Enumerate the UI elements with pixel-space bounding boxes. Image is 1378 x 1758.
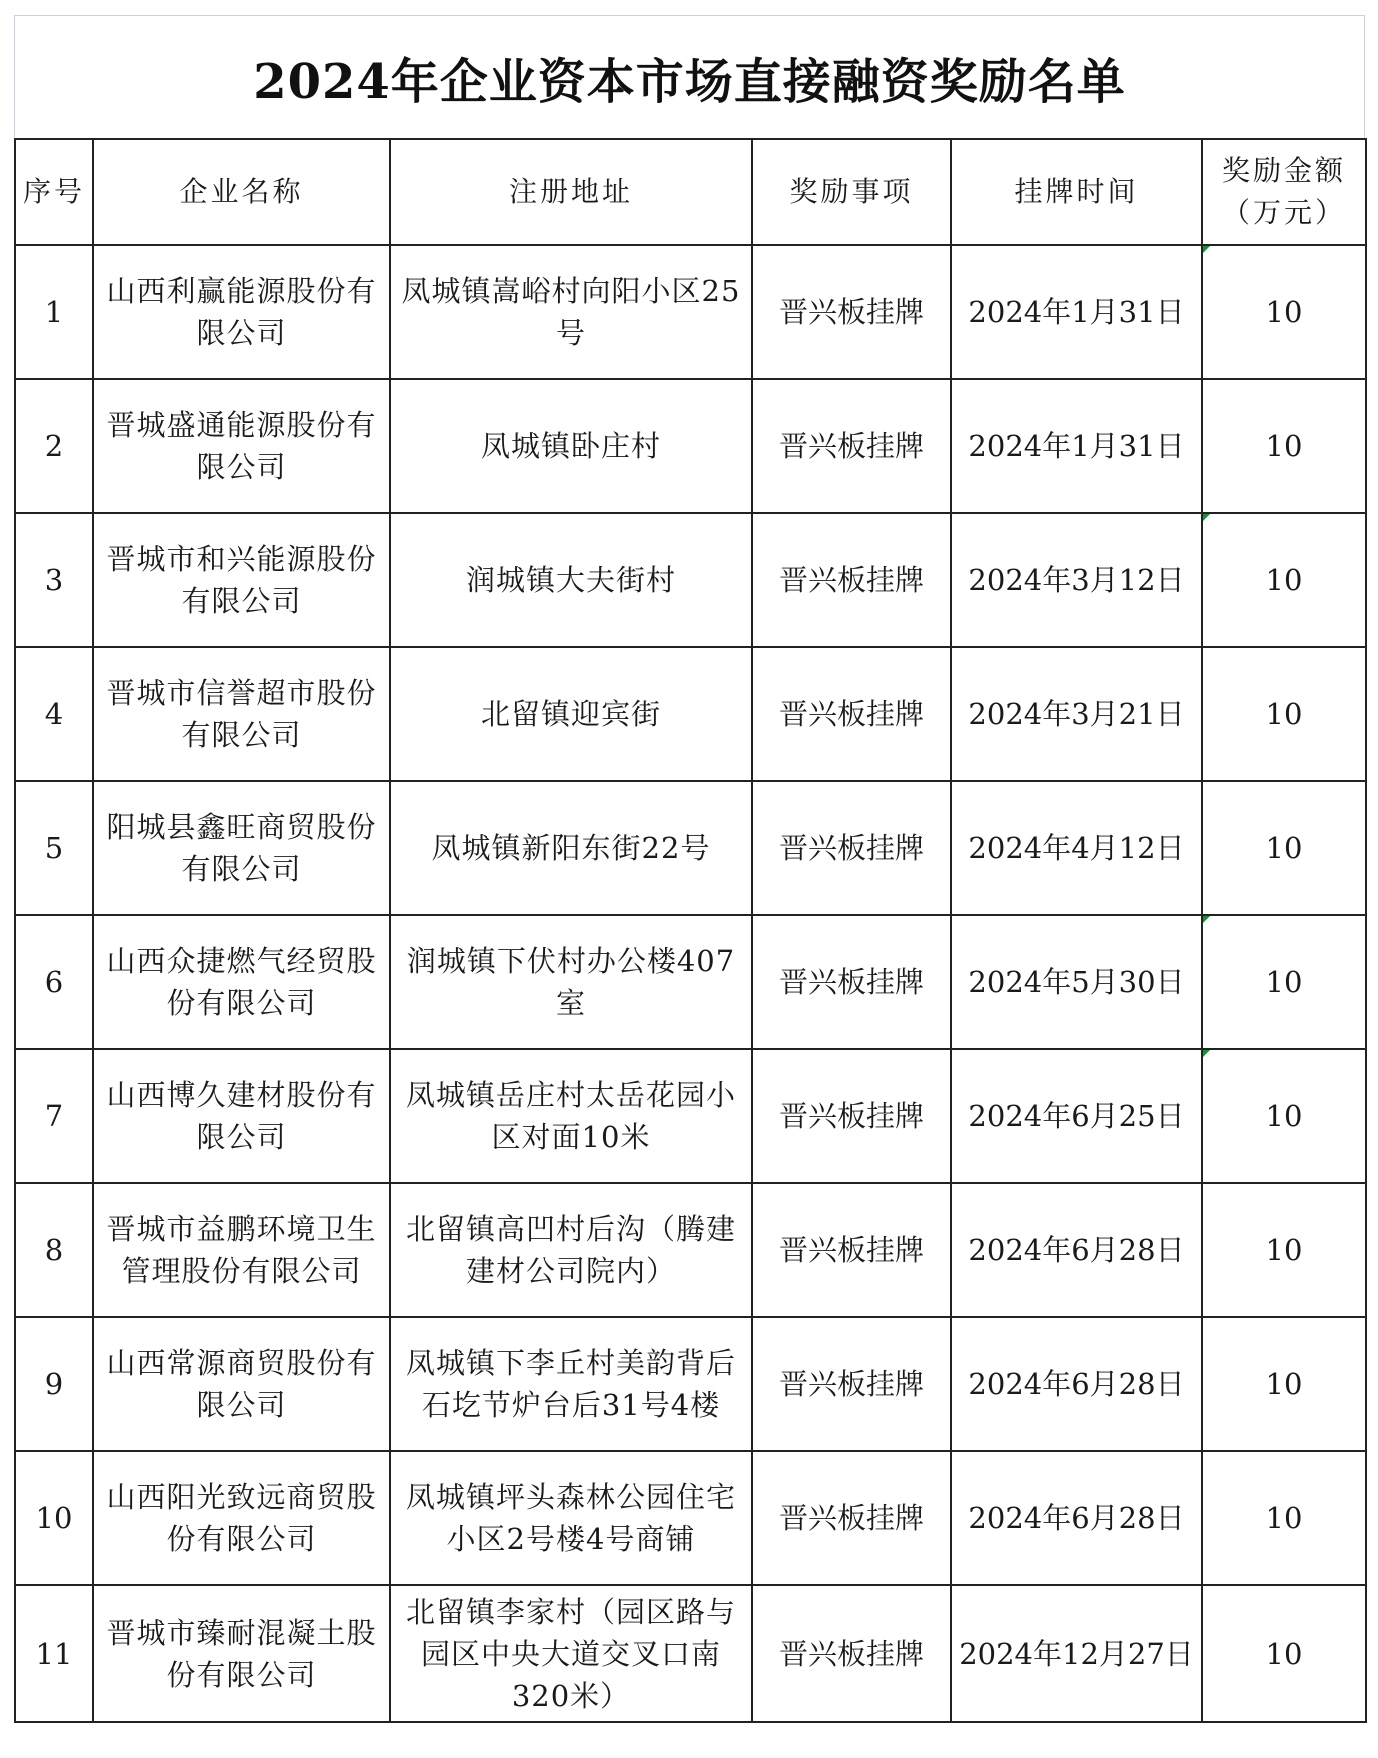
cell-seq bbox=[15, 915, 93, 1049]
cell-company-name bbox=[93, 1049, 390, 1183]
cell-seq-text: 9 bbox=[44, 1367, 64, 1401]
cell-listing-date-text: 2024年6月28日 bbox=[968, 1501, 1185, 1535]
cell-award-item-text: 晋兴板挂牌 bbox=[778, 831, 924, 865]
cell-award-item bbox=[752, 1183, 951, 1317]
cell-seq bbox=[15, 647, 93, 781]
cell-amount-text: 10 bbox=[1265, 965, 1303, 999]
cell-award-item bbox=[752, 1049, 951, 1183]
cell-listing-date bbox=[951, 1585, 1202, 1722]
header-amount-line1: 奖励金额 bbox=[1221, 154, 1346, 187]
cell-amount-text: 10 bbox=[1265, 429, 1303, 463]
cell-address bbox=[390, 1317, 752, 1451]
cell-seq bbox=[15, 1585, 93, 1722]
cell-seq bbox=[15, 1049, 93, 1183]
cell-company-name-text: 山西阳光致远商贸股份有限公司 bbox=[106, 1480, 377, 1556]
cell-seq-text: 7 bbox=[44, 1099, 64, 1133]
cell-amount-text: 10 bbox=[1265, 697, 1303, 731]
cell-listing-date-text: 2024年1月31日 bbox=[968, 295, 1185, 329]
cell-seq-text: 11 bbox=[35, 1636, 73, 1671]
cell-award-item-text: 晋兴板挂牌 bbox=[778, 1367, 924, 1401]
cell-company-name-text: 晋城市益鹏环境卫生管理股份有限公司 bbox=[106, 1212, 377, 1288]
table-row bbox=[15, 1183, 1366, 1317]
cell-listing-date bbox=[951, 513, 1202, 647]
cell-listing-date bbox=[951, 1451, 1202, 1585]
cell-listing-date-text: 2024年1月31日 bbox=[968, 429, 1185, 463]
cell-award-item-text: 晋兴板挂牌 bbox=[778, 697, 924, 731]
cell-award-item-text: 晋兴板挂牌 bbox=[778, 1233, 924, 1267]
cell-company-name bbox=[93, 1183, 390, 1317]
table-row bbox=[15, 781, 1366, 915]
cell-award-item bbox=[752, 781, 951, 915]
cell-amount-text: 10 bbox=[1265, 831, 1303, 865]
cell-listing-date-text: 2024年5月30日 bbox=[968, 965, 1185, 999]
cell-award-item bbox=[752, 513, 951, 647]
cell-company-name-text: 晋城市臻耐混凝土股份有限公司 bbox=[106, 1615, 377, 1692]
cell-comment-flag-icon bbox=[1203, 916, 1210, 923]
cell-seq-text: 10 bbox=[35, 1501, 73, 1535]
cell-listing-date bbox=[951, 379, 1202, 513]
cell-address-text: 北留镇迎宾街 bbox=[480, 697, 661, 731]
cell-award-item-text: 晋兴板挂牌 bbox=[778, 429, 924, 463]
header-item: 奖励事项 bbox=[752, 139, 951, 245]
table-row bbox=[15, 915, 1366, 1049]
cell-address bbox=[390, 1049, 752, 1183]
cell-address bbox=[390, 915, 752, 1049]
cell-listing-date-text: 2024年6月28日 bbox=[968, 1367, 1185, 1401]
header-seq: 序号 bbox=[15, 139, 93, 245]
cell-address-text: 凤城镇下李丘村美韵背后石圪节炉台后31号4楼 bbox=[405, 1346, 736, 1422]
cell-seq-text: 2 bbox=[44, 429, 64, 463]
cell-comment-flag-icon bbox=[1203, 1050, 1210, 1057]
cell-address-text: 润城镇下伏村办公楼407室 bbox=[406, 944, 736, 1020]
cell-company-name bbox=[93, 513, 390, 647]
cell-award-item-text: 晋兴板挂牌 bbox=[778, 1636, 924, 1671]
cell-company-name bbox=[93, 647, 390, 781]
cell-company-name bbox=[93, 915, 390, 1049]
cell-amount-text: 10 bbox=[1265, 295, 1303, 329]
cell-address bbox=[390, 781, 752, 915]
cell-amount-text: 10 bbox=[1265, 1233, 1303, 1267]
cell-seq bbox=[15, 513, 93, 647]
cell-award-item bbox=[752, 1585, 951, 1722]
cell-amount bbox=[1202, 1585, 1366, 1722]
cell-amount bbox=[1202, 915, 1366, 1049]
header-date: 挂牌时间 bbox=[951, 139, 1202, 245]
cell-company-name bbox=[93, 1585, 390, 1722]
cell-seq bbox=[15, 379, 93, 513]
cell-address bbox=[390, 1183, 752, 1317]
table-row bbox=[15, 1049, 1366, 1183]
cell-seq-text: 4 bbox=[44, 697, 64, 731]
cell-award-item bbox=[752, 647, 951, 781]
cell-award-item bbox=[752, 915, 951, 1049]
cell-listing-date-text: 2024年3月21日 bbox=[968, 697, 1185, 731]
cell-address-text: 北留镇李家村（园区路与园区中央大道交叉口南320米） bbox=[405, 1594, 736, 1713]
cell-amount bbox=[1202, 245, 1366, 379]
cell-seq bbox=[15, 245, 93, 379]
cell-award-item-text: 晋兴板挂牌 bbox=[778, 965, 924, 999]
table-row bbox=[15, 1451, 1366, 1585]
cell-amount bbox=[1202, 781, 1366, 915]
cell-address-text: 润城镇大夫街村 bbox=[465, 563, 676, 597]
cell-amount bbox=[1202, 379, 1366, 513]
cell-company-name bbox=[93, 379, 390, 513]
cell-amount bbox=[1202, 1183, 1366, 1317]
cell-company-name bbox=[93, 1451, 390, 1585]
cell-seq bbox=[15, 1317, 93, 1451]
page-title: 2024年企业资本市场直接融资奖励名单 bbox=[253, 53, 1126, 110]
cell-company-name-text: 山西常源商贸股份有限公司 bbox=[106, 1346, 377, 1422]
cell-award-item bbox=[752, 1451, 951, 1585]
cell-listing-date bbox=[951, 245, 1202, 379]
cell-company-name bbox=[93, 1317, 390, 1451]
cell-comment-flag-icon bbox=[1203, 514, 1210, 521]
cell-address bbox=[390, 1451, 752, 1585]
cell-amount-text: 10 bbox=[1265, 1636, 1303, 1671]
award-table bbox=[14, 138, 1367, 1723]
cell-company-name-text: 阳城县鑫旺商贸股份有限公司 bbox=[106, 810, 377, 886]
cell-amount-text: 10 bbox=[1265, 1367, 1303, 1401]
title-box bbox=[14, 15, 1365, 138]
cell-listing-date bbox=[951, 781, 1202, 915]
table-row bbox=[15, 245, 1366, 379]
cell-seq bbox=[15, 1183, 93, 1317]
cell-address bbox=[390, 513, 752, 647]
cell-comment-flag-icon bbox=[1203, 246, 1210, 253]
cell-address-text: 凤城镇嵩峪村向阳小区25号 bbox=[401, 274, 741, 350]
cell-listing-date-text: 2024年4月12日 bbox=[968, 831, 1185, 865]
cell-amount-text: 10 bbox=[1265, 563, 1303, 597]
cell-award-item bbox=[752, 245, 951, 379]
cell-listing-date bbox=[951, 915, 1202, 1049]
header-amount-line2: （万元） bbox=[1221, 196, 1346, 229]
cell-amount bbox=[1202, 647, 1366, 781]
cell-amount-text: 10 bbox=[1265, 1501, 1303, 1535]
cell-seq bbox=[15, 781, 93, 915]
cell-address bbox=[390, 1585, 752, 1722]
cell-listing-date-text: 2024年6月25日 bbox=[968, 1099, 1185, 1133]
header-row bbox=[15, 139, 1366, 245]
cell-award-item-text: 晋兴板挂牌 bbox=[778, 563, 924, 597]
cell-award-item-text: 晋兴板挂牌 bbox=[778, 295, 924, 329]
cell-address bbox=[390, 379, 752, 513]
cell-award-item-text: 晋兴板挂牌 bbox=[778, 1501, 924, 1535]
cell-seq-text: 3 bbox=[44, 563, 64, 597]
table-row bbox=[15, 1585, 1366, 1722]
cell-address-text: 凤城镇岳庄村太岳花园小区对面10米 bbox=[405, 1078, 736, 1154]
cell-amount-text: 10 bbox=[1265, 1099, 1303, 1133]
cell-listing-date bbox=[951, 1049, 1202, 1183]
cell-company-name-text: 晋城市和兴能源股份有限公司 bbox=[106, 542, 377, 618]
cell-award-item-text: 晋兴板挂牌 bbox=[778, 1099, 924, 1133]
cell-amount bbox=[1202, 1317, 1366, 1451]
table-body bbox=[15, 245, 1366, 1722]
cell-listing-date-text: 2024年6月28日 bbox=[968, 1233, 1185, 1267]
table-row bbox=[15, 647, 1366, 781]
cell-company-name-text: 晋城盛通能源股份有限公司 bbox=[106, 408, 377, 484]
cell-amount bbox=[1202, 513, 1366, 647]
cell-address-text: 北留镇高凹村后沟（腾建建材公司院内） bbox=[405, 1212, 736, 1288]
header-amount bbox=[1202, 139, 1366, 245]
cell-company-name bbox=[93, 245, 390, 379]
cell-company-name-text: 山西利赢能源股份有限公司 bbox=[106, 274, 377, 350]
document-sheet bbox=[14, 15, 1365, 1723]
cell-seq-text: 6 bbox=[44, 965, 64, 999]
cell-listing-date bbox=[951, 1183, 1202, 1317]
cell-company-name-text: 山西众捷燃气经贸股份有限公司 bbox=[106, 944, 377, 1020]
cell-award-item bbox=[752, 1317, 951, 1451]
header-name: 企业名称 bbox=[93, 139, 390, 245]
cell-seq-text: 5 bbox=[44, 831, 64, 865]
table-row bbox=[15, 513, 1366, 647]
cell-seq-text: 1 bbox=[44, 295, 64, 329]
cell-amount bbox=[1202, 1451, 1366, 1585]
header-address: 注册地址 bbox=[390, 139, 752, 245]
table-row bbox=[15, 379, 1366, 513]
cell-seq-text: 8 bbox=[44, 1233, 64, 1267]
cell-company-name-text: 晋城市信誉超市股份有限公司 bbox=[106, 676, 377, 752]
table-row bbox=[15, 1317, 1366, 1451]
cell-amount bbox=[1202, 1049, 1366, 1183]
cell-address bbox=[390, 245, 752, 379]
cell-company-name bbox=[93, 781, 390, 915]
cell-address-text: 凤城镇卧庄村 bbox=[480, 429, 661, 463]
cell-address-text: 凤城镇新阳东街22号 bbox=[431, 831, 711, 865]
cell-address bbox=[390, 647, 752, 781]
cell-company-name-text: 山西博久建材股份有限公司 bbox=[106, 1078, 377, 1154]
cell-award-item bbox=[752, 379, 951, 513]
cell-listing-date-text: 2024年12月27日 bbox=[959, 1636, 1194, 1671]
cell-listing-date bbox=[951, 1317, 1202, 1451]
cell-seq bbox=[15, 1451, 93, 1585]
cell-address-text: 凤城镇坪头森林公园住宅小区2号楼4号商铺 bbox=[405, 1480, 736, 1556]
cell-listing-date-text: 2024年3月12日 bbox=[968, 563, 1185, 597]
cell-listing-date bbox=[951, 647, 1202, 781]
